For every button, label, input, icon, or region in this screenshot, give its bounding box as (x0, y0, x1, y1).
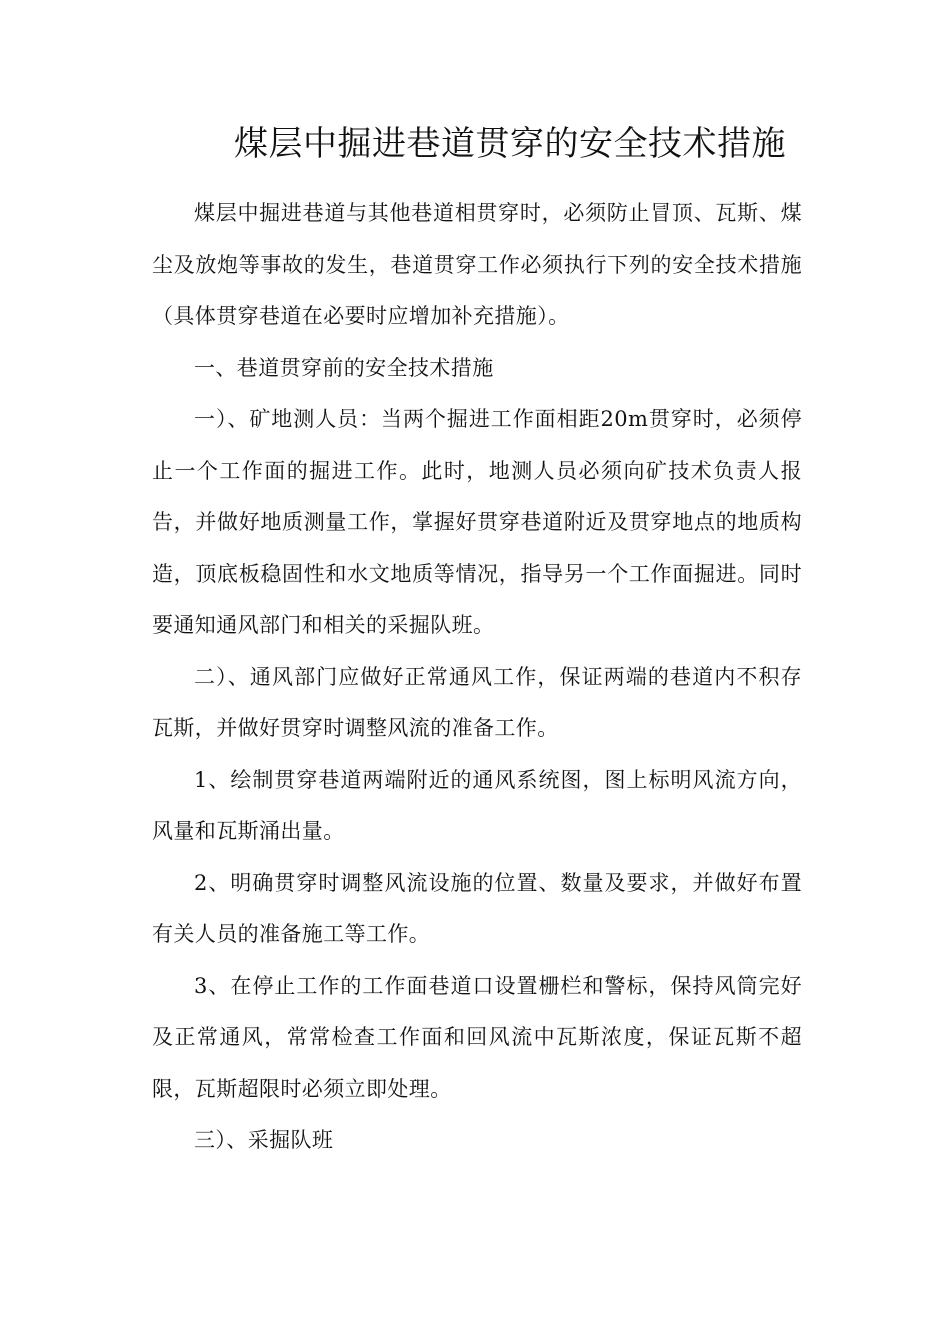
document-title: 煤层中掘进巷道贯穿的安全技术措施 (234, 124, 786, 164)
paragraph-survey-staff: 一）、矿地测人员：当两个掘进工作面相距20m贯穿时，必须停止一个工作面的掘进工作。此时，地测人员必须向矿技术负责人报告，并做好地质测量工作，掌握好贯穿巷道附近及贯穿地点的地质构造，顶底板稳固性和水文地质等情况，指导另一个工作面掘进。同时要通知通风部门和相关的采掘队班。 (152, 407, 802, 637)
section-heading-1: 一、巷道贯穿前的安全技术措施 (194, 355, 494, 380)
document-body (152, 188, 802, 1167)
paragraph-intro: 煤层中掘进巷道与其他巷道相贯穿时，必须防止冒顶、瓦斯、煤尘及放炮等事故的发生，巷道贯穿工作必须执行下列的安全技术措施（具体贯穿巷道在必要时应增加补充措施）。 (152, 201, 802, 328)
paragraph-ventilation-dept: 二）、通风部门应做好正常通风工作，保证两端的巷道内不积存瓦斯，并做好贯穿时调整风流的准备工作。 (152, 664, 802, 740)
list-item-1: 1、绘制贯穿巷道两端附近的通风系统图，图上标明风流方向，风量和瓦斯涌出量。 (152, 767, 802, 843)
list-item-2: 2、明确贯穿时调整风流设施的位置、数量及要求，并做好布置有关人员的准备施工等工作。 (152, 870, 802, 946)
list-item-3: 3、在停止工作的工作面巷道口设置栅栏和警标，保持风筒完好及正常通风，常常检查工作面和回风流中瓦斯浓度，保证瓦斯不超限，瓦斯超限时必须立即处理。 (152, 973, 802, 1101)
subsection-heading-3: 三）、采掘队班 (194, 1128, 334, 1152)
